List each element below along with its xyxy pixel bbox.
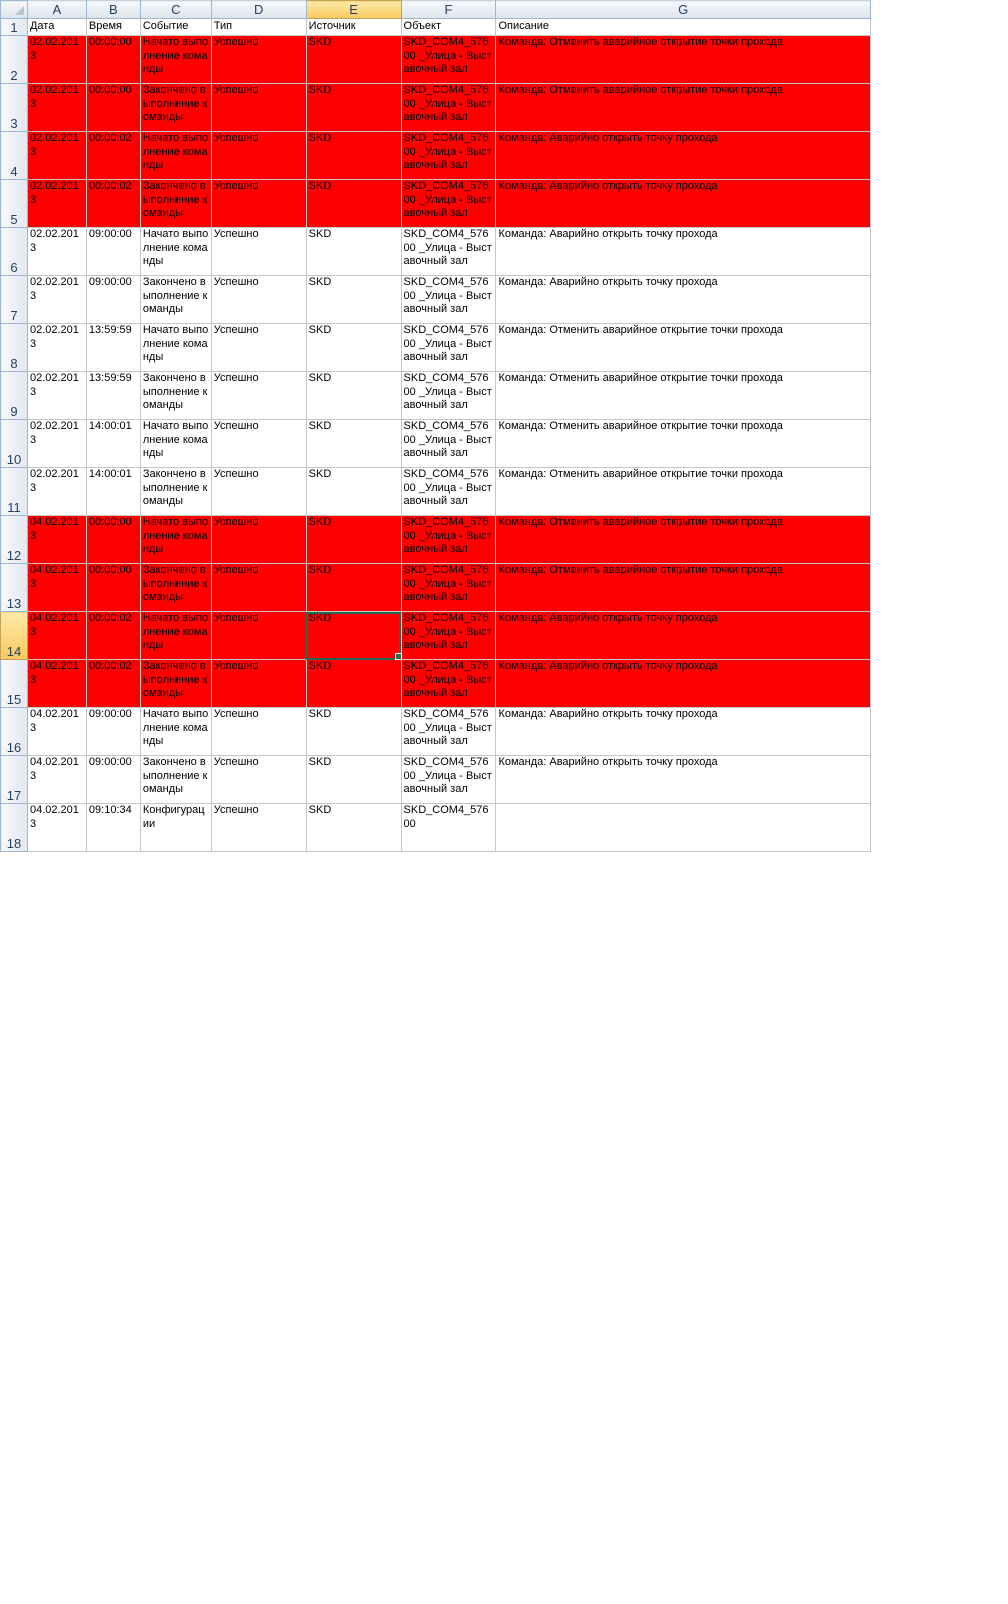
cell-text: Начато выполнение команды [142, 132, 209, 171]
cell-a[interactable] [27, 756, 86, 804]
cell-text: Успешно [213, 276, 259, 288]
cell-g[interactable] [496, 420, 871, 468]
row-header[interactable]: 8 [1, 324, 28, 372]
cell-c[interactable] [140, 228, 211, 276]
cell-text: SKD [308, 756, 332, 768]
cell-a[interactable] [27, 660, 86, 708]
table-row [1, 276, 871, 324]
cell-text: 09:10:34 [88, 804, 132, 816]
cell-text: Команда: Аварийно открыть точку прохода [498, 228, 718, 240]
cell-text: SKD [308, 612, 332, 624]
cell-b[interactable] [86, 468, 140, 516]
cell-text: Успешно [213, 468, 259, 480]
cell-text: Команда: Аварийно открыть точку прохода [498, 180, 718, 192]
cell-f[interactable] [401, 468, 496, 516]
cell-text: SKD_COM4_57600 _Улица - Выставочный зал [403, 276, 492, 315]
cell-text: SKD [308, 564, 332, 576]
cell-text: Команда: Отменить аварийное открытие точки прохода [498, 372, 783, 384]
cell-d[interactable] [211, 804, 306, 852]
row-header[interactable]: 2 [1, 36, 28, 84]
cell-d[interactable] [211, 420, 306, 468]
cell-text: SKD [308, 708, 332, 720]
cell-text: Закончено выполнение команды [142, 468, 208, 507]
cell-c[interactable] [140, 420, 211, 468]
cell-a[interactable] [27, 564, 86, 612]
cell-e[interactable] [306, 228, 401, 276]
cell-e[interactable] [306, 324, 401, 372]
cell-b[interactable] [86, 276, 140, 324]
cell-c[interactable] [140, 372, 211, 420]
cell-text: Начато выполнение команды [142, 612, 209, 651]
header-cell-f[interactable]: Объект [401, 19, 496, 36]
cell-g[interactable] [496, 324, 871, 372]
row-header[interactable]: 11 [1, 468, 28, 516]
cell-a[interactable] [27, 36, 86, 84]
cell-d[interactable] [211, 324, 306, 372]
row-header[interactable]: 15 [1, 660, 28, 708]
cell-text: 04.02.2013 [29, 756, 79, 782]
cell-b[interactable] [86, 132, 140, 180]
selected-cell[interactable] [306, 612, 401, 660]
column-header-c[interactable]: C [140, 1, 211, 19]
cell-text: Команда: Аварийно открыть точку прохода [498, 708, 718, 720]
cell-text: Начато выполнение команды [142, 228, 209, 267]
cell-f[interactable] [401, 708, 496, 756]
column-header-g[interactable]: G [496, 1, 871, 19]
cell-text: Команда: Аварийно открыть точку прохода [498, 756, 718, 768]
cell-text: Успешно [213, 228, 259, 240]
cell-text: Команда: Отменить аварийное открытие точки прохода [498, 516, 783, 528]
row-header[interactable]: 7 [1, 276, 28, 324]
cell-g[interactable] [496, 612, 871, 660]
cell-text: 02.02.2013 [29, 132, 79, 158]
cell-text: 04.02.2013 [29, 804, 79, 830]
fill-handle[interactable] [395, 653, 402, 660]
cell-b[interactable] [86, 660, 140, 708]
cell-text: 02.02.2013 [29, 228, 79, 254]
cell-text: 04.02.2013 [29, 516, 79, 542]
cell-e[interactable] [306, 132, 401, 180]
cell-text: Команда: Аварийно открыть точку прохода [498, 132, 718, 144]
cell-text: SKD [308, 804, 332, 816]
cell-text: 02.02.2013 [29, 324, 79, 350]
cell-d[interactable] [211, 660, 306, 708]
cell-text: 04.02.2013 [29, 612, 79, 638]
cell-text: Успешно [213, 372, 259, 384]
cell-d[interactable] [211, 180, 306, 228]
cell-a[interactable] [27, 420, 86, 468]
cell-b[interactable] [86, 84, 140, 132]
cell-text: SKD_COM4_57600 _Улица - Выставочный зал [403, 324, 492, 363]
cell-f[interactable] [401, 132, 496, 180]
cell-b[interactable] [86, 756, 140, 804]
cell-text: Команда: Аварийно открыть точку прохода [498, 612, 718, 624]
cell-text: SKD [308, 228, 332, 240]
cell-text: 02.02.2013 [29, 36, 79, 62]
cell-text: 00:00:00 [88, 516, 132, 528]
cell-c[interactable] [140, 756, 211, 804]
cell-a[interactable] [27, 372, 86, 420]
cell-text: 13:59:59 [88, 372, 132, 384]
cell-c[interactable] [140, 36, 211, 84]
cell-a[interactable] [27, 468, 86, 516]
cell-f[interactable] [401, 564, 496, 612]
cell-text: SKD_COM4_57600 _Улица - Выставочный зал [403, 756, 492, 795]
cell-text: 00:00:02 [88, 180, 132, 192]
cell-text: 09:00:00 [88, 276, 132, 288]
cell-text: 04.02.2013 [29, 660, 79, 686]
cell-f[interactable] [401, 324, 496, 372]
cell-c[interactable] [140, 612, 211, 660]
cell-e[interactable] [306, 516, 401, 564]
cell-e[interactable] [306, 372, 401, 420]
cell-d[interactable] [211, 132, 306, 180]
cell-f[interactable] [401, 228, 496, 276]
cell-text: Команда: Отменить аварийное открытие точки прохода [498, 36, 783, 48]
header-cell-c[interactable]: Событие [140, 19, 211, 36]
cell-text: Закончено выполнение команды [142, 564, 208, 603]
cell-c[interactable] [140, 708, 211, 756]
cell-text: SKD_COM4_57600 _Улица - Выставочный зал [403, 420, 492, 459]
cell-d[interactable] [211, 36, 306, 84]
cell-b[interactable] [86, 564, 140, 612]
cell-d[interactable] [211, 612, 306, 660]
cell-text: Успешно [213, 420, 259, 432]
header-cell-e[interactable]: Источник [306, 19, 401, 36]
cell-text: Начато выполнение команды [142, 420, 209, 459]
cell-text: Команда: Отменить аварийное открытие точки прохода [498, 324, 783, 336]
cell-text: SKD [308, 132, 332, 144]
cell-e[interactable] [306, 276, 401, 324]
cell-f[interactable] [401, 420, 496, 468]
spreadsheet-grid [0, 0, 871, 852]
cell-text: Команда: Отменить аварийное открытие точки прохода [498, 84, 783, 96]
header-cell-a[interactable]: Дата [27, 19, 86, 36]
cell-text: SKD [308, 660, 332, 672]
cell-d[interactable] [211, 756, 306, 804]
cell-f[interactable] [401, 84, 496, 132]
cell-g[interactable] [496, 516, 871, 564]
cell-b[interactable] [86, 324, 140, 372]
cell-text: SKD [308, 420, 332, 432]
table-row [1, 564, 871, 612]
table-row [1, 228, 871, 276]
cell-text: 14:00:01 [88, 468, 132, 480]
row-header[interactable]: 4 [1, 132, 28, 180]
cell-f[interactable] [401, 756, 496, 804]
cell-text: Успешно [213, 324, 259, 336]
cell-text: SKD [308, 276, 332, 288]
cell-d[interactable] [211, 276, 306, 324]
cell-g[interactable] [496, 132, 871, 180]
cell-c[interactable] [140, 132, 211, 180]
select-all-triangle-icon [15, 6, 24, 15]
row-header[interactable]: 10 [1, 420, 28, 468]
cell-text: SKD_COM4_57600 _Улица - Выставочный зал [403, 36, 492, 75]
cell-g[interactable] [496, 84, 871, 132]
table-row [1, 660, 871, 708]
cell-text: Закончено выполнение команды [142, 756, 208, 795]
cell-a[interactable] [27, 228, 86, 276]
cell-g[interactable] [496, 660, 871, 708]
cell-f[interactable] [401, 276, 496, 324]
row-header[interactable]: 18 [1, 804, 28, 852]
row-header[interactable]: 13 [1, 564, 28, 612]
cell-text: 09:00:00 [88, 228, 132, 240]
cell-text: SKD [308, 36, 332, 48]
row-header[interactable]: 5 [1, 180, 28, 228]
cell-text: SKD [308, 372, 332, 384]
cell-c[interactable] [140, 468, 211, 516]
cell-text: Начато выполнение команды [142, 324, 209, 363]
table-row [1, 84, 871, 132]
cell-d[interactable] [211, 564, 306, 612]
header-cell-g[interactable]: Описание [496, 19, 871, 36]
cell-text: 13:59:59 [88, 324, 132, 336]
cell-a[interactable] [27, 708, 86, 756]
cell-text: SKD_COM4_57600 _Улица - Выставочный зал [403, 708, 492, 747]
cell-text: SKD_COM4_57600 _Улица - Выставочный зал [403, 372, 492, 411]
cell-text: Команда: Отменить аварийное открытие точки прохода [498, 420, 783, 432]
cell-text: Команда: Аварийно открыть точку прохода [498, 276, 718, 288]
cell-text: Успешно [213, 612, 259, 624]
cell-g[interactable] [496, 564, 871, 612]
cell-a[interactable] [27, 180, 86, 228]
cell-g[interactable] [496, 180, 871, 228]
cell-g[interactable] [496, 36, 871, 84]
cell-text: SKD_COM4_57600 _Улица - Выставочный зал [403, 228, 492, 267]
table-row [1, 132, 871, 180]
cell-e[interactable] [306, 84, 401, 132]
cell-text: 02.02.2013 [29, 180, 79, 206]
cell-f[interactable] [401, 516, 496, 564]
cell-e[interactable] [306, 804, 401, 852]
cell-d[interactable] [211, 84, 306, 132]
cell-f[interactable] [401, 660, 496, 708]
cell-e[interactable] [306, 36, 401, 84]
cell-text: 00:00:00 [88, 36, 132, 48]
row-header[interactable]: 6 [1, 228, 28, 276]
cell-b[interactable] [86, 804, 140, 852]
column-header-b[interactable]: B [86, 1, 140, 19]
cell-text: 09:00:00 [88, 756, 132, 768]
cell-text: SKD [308, 84, 332, 96]
cell-text: Успешно [213, 708, 259, 720]
cell-text: Успешно [213, 660, 259, 672]
cell-text: 00:00:00 [88, 564, 132, 576]
row-header[interactable]: 3 [1, 84, 28, 132]
cell-text: 02.02.2013 [29, 372, 79, 398]
table-row [1, 804, 871, 852]
cell-text: Закончено выполнение команды [142, 180, 208, 219]
cell-f[interactable] [401, 804, 496, 852]
cell-b[interactable] [86, 708, 140, 756]
cell-c[interactable] [140, 564, 211, 612]
cell-d[interactable] [211, 516, 306, 564]
cell-text: 00:00:02 [88, 132, 132, 144]
cell-text: 04.02.2013 [29, 708, 79, 734]
column-header-e[interactable]: E [306, 1, 401, 19]
row-header[interactable]: 12 [1, 516, 28, 564]
cell-text: Конфигурации [142, 804, 205, 830]
cell-g[interactable] [496, 276, 871, 324]
cell-text: Успешно [213, 756, 259, 768]
row-header[interactable]: 1 [1, 19, 28, 36]
cell-d[interactable] [211, 708, 306, 756]
cell-b[interactable] [86, 372, 140, 420]
cell-text: SKD_COM4_57600 _Улица - Выставочный зал [403, 564, 492, 603]
cell-text: SKD_COM4_57600 _Улица - Выставочный зал [403, 660, 492, 699]
cell-c[interactable] [140, 660, 211, 708]
cell-e[interactable] [306, 756, 401, 804]
cell-a[interactable] [27, 804, 86, 852]
cell-text: Успешно [213, 516, 259, 528]
cell-b[interactable] [86, 36, 140, 84]
table-row [1, 756, 871, 804]
cell-text: SKD [308, 468, 332, 480]
cell-text: Закончено выполнение команды [142, 660, 208, 699]
select-all-corner[interactable] [1, 1, 28, 19]
cell-f[interactable] [401, 36, 496, 84]
cell-a[interactable] [27, 516, 86, 564]
cell-c[interactable] [140, 324, 211, 372]
cell-e[interactable] [306, 420, 401, 468]
cell-text: SKD [308, 324, 332, 336]
row-header[interactable]: 16 [1, 708, 28, 756]
header-cell-d[interactable]: Тип [211, 19, 306, 36]
cell-text: Успешно [213, 36, 259, 48]
cell-text: Успешно [213, 180, 259, 192]
cell-text: Команда: Отменить аварийное открытие точки прохода [498, 564, 783, 576]
cell-c[interactable] [140, 84, 211, 132]
cell-text: Команда: Отменить аварийное открытие точки прохода [498, 468, 783, 480]
cell-text: Закончено выполнение команды [142, 84, 208, 123]
cell-c[interactable] [140, 276, 211, 324]
cell-text: 04.02.2013 [29, 564, 79, 590]
cell-text: Успешно [213, 564, 259, 576]
row-header[interactable]: 14 [1, 612, 28, 660]
table-row [1, 516, 871, 564]
cell-g[interactable] [496, 468, 871, 516]
cell-e[interactable] [306, 564, 401, 612]
cell-a[interactable] [27, 276, 86, 324]
table-row [1, 36, 871, 84]
cell-text: 02.02.2013 [29, 420, 79, 446]
cell-text: 00:00:00 [88, 84, 132, 96]
cell-text: Успешно [213, 132, 259, 144]
table-row [1, 19, 871, 36]
cell-d[interactable] [211, 468, 306, 516]
cell-text: Начато выполнение команды [142, 36, 209, 75]
cell-b[interactable] [86, 420, 140, 468]
cell-b[interactable] [86, 612, 140, 660]
cell-text: SKD_COM4_57600 _Улица - Выставочный зал [403, 180, 492, 219]
cell-b[interactable] [86, 180, 140, 228]
cell-a[interactable] [27, 324, 86, 372]
table-row [1, 708, 871, 756]
cell-text: Начато выполнение команды [142, 516, 209, 555]
cell-f[interactable] [401, 372, 496, 420]
cell-text: Закончено выполнение команды [142, 276, 208, 315]
column-header-d[interactable]: D [211, 1, 306, 19]
cell-c[interactable] [140, 516, 211, 564]
cell-f[interactable] [401, 180, 496, 228]
cell-e[interactable] [306, 180, 401, 228]
table-row [1, 324, 871, 372]
row-header[interactable]: 17 [1, 756, 28, 804]
cell-text: 09:00:00 [88, 708, 132, 720]
cell-text: Успешно [213, 804, 259, 816]
cell-text: Успешно [213, 84, 259, 96]
cell-text: Команда: Аварийно открыть точку прохода [498, 660, 718, 672]
cell-c[interactable] [140, 180, 211, 228]
row-header[interactable]: 9 [1, 372, 28, 420]
cell-text: SKD_COM4_57600 _Улица - Выставочный зал [403, 612, 492, 651]
cell-g[interactable] [496, 804, 871, 852]
table-row [1, 420, 871, 468]
cell-text: SKD_COM4_57600 _Улица - Выставочный зал [403, 132, 492, 171]
cell-e[interactable] [306, 468, 401, 516]
cell-text: SKD_COM4_57600 _Улица - Выставочный зал [403, 516, 492, 555]
cell-text: 02.02.2013 [29, 84, 79, 110]
column-header-f[interactable]: F [401, 1, 496, 19]
cell-g[interactable] [496, 756, 871, 804]
cell-e[interactable] [306, 660, 401, 708]
cell-text: 14:00:01 [88, 420, 132, 432]
cell-text: SKD_COM4_57600 _Улица - Выставочный зал [403, 84, 492, 123]
cell-g[interactable] [496, 708, 871, 756]
cell-a[interactable] [27, 132, 86, 180]
cell-text: 00:00:02 [88, 612, 132, 624]
cell-a[interactable] [27, 84, 86, 132]
cell-b[interactable] [86, 228, 140, 276]
cell-b[interactable] [86, 516, 140, 564]
table-row [1, 372, 871, 420]
table-row [1, 612, 871, 660]
cell-text: SKD [308, 516, 332, 528]
spreadsheet-view [0, 0, 871, 851]
cell-d[interactable] [211, 372, 306, 420]
cell-g[interactable] [496, 228, 871, 276]
table-row [1, 180, 871, 228]
cell-e[interactable] [306, 708, 401, 756]
cell-text: Закончено выполнение команды [142, 372, 208, 411]
cell-text: 02.02.2013 [29, 468, 79, 494]
cell-text: 00:00:02 [88, 660, 132, 672]
cell-d[interactable] [211, 228, 306, 276]
table-row [1, 468, 871, 516]
cell-text: 02.02.2013 [29, 276, 79, 302]
cell-text: Начато выполнение команды [142, 708, 209, 747]
column-header-a[interactable]: A [27, 1, 86, 19]
cell-text: SKD [308, 180, 332, 192]
header-cell-b[interactable]: Время [86, 19, 140, 36]
cell-g[interactable] [496, 372, 871, 420]
cell-text: SKD_COM4_57600 _Улица - Выставочный зал [403, 468, 492, 507]
cell-f[interactable] [401, 612, 496, 660]
cell-c[interactable] [140, 804, 211, 852]
cell-text: SKD_COM4_57600 [403, 804, 489, 830]
cell-a[interactable] [27, 612, 86, 660]
